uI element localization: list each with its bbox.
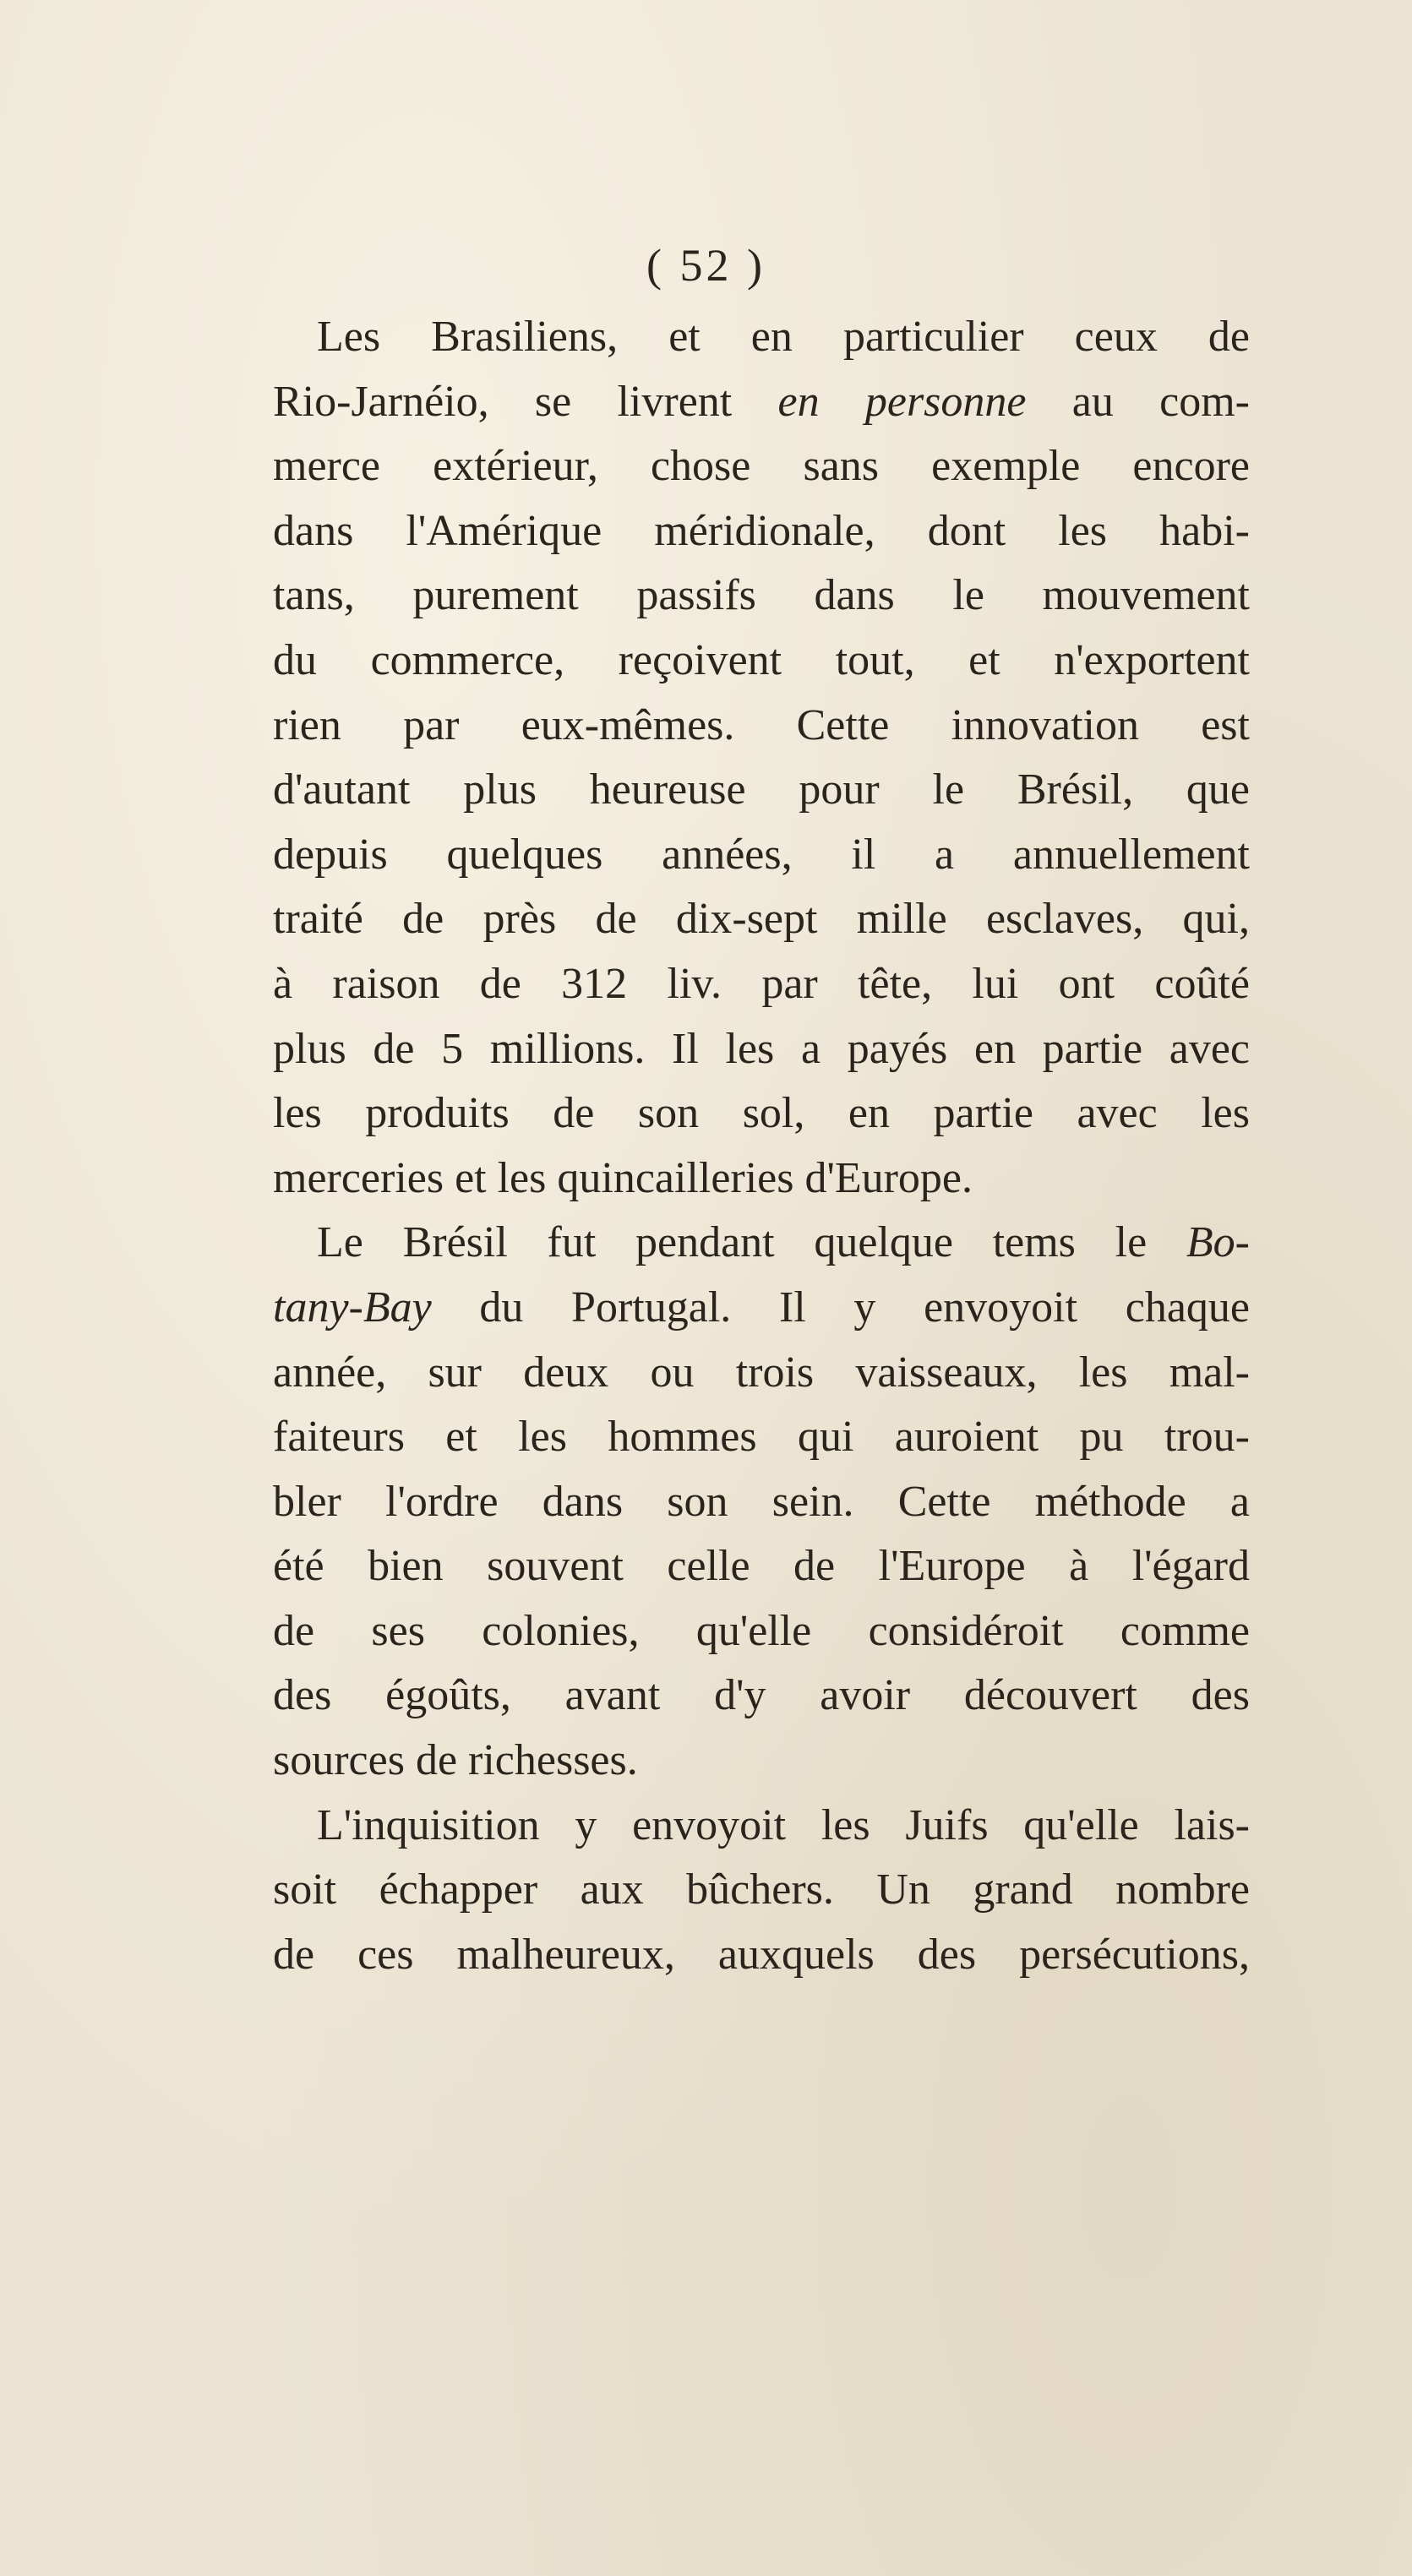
text-run: plus de 5 millions. Il les a payés en partie avec: [273, 1024, 1250, 1073]
text-line: [273, 1146, 1250, 1212]
paragraph-2: [273, 1211, 1250, 1793]
text-line: [273, 1729, 1250, 1794]
text-run: soit échapper aux bûchers. Un grand nombre: [273, 1865, 1250, 1914]
text-run: des égoûts, avant d'y avoir découvert des: [273, 1671, 1250, 1720]
body-text: [273, 305, 1250, 1987]
text-line: [273, 1341, 1250, 1406]
paragraph-3: [273, 1794, 1250, 1988]
text-line: [273, 758, 1250, 823]
text-line: [273, 1794, 1250, 1859]
text-line: [273, 1534, 1250, 1599]
text-line: [273, 1276, 1250, 1341]
text-run: été bien souvent celle de l'Europe à l'égard: [273, 1542, 1250, 1591]
text-run: d'autant plus heureuse pour le Brésil, que: [273, 765, 1250, 814]
text-run: merceries et les quincailleries d'Europe.: [273, 1153, 973, 1202]
text-line: [273, 629, 1250, 694]
text-line: [273, 694, 1250, 759]
text-line: [273, 1405, 1250, 1470]
text-line: [273, 952, 1250, 1017]
text-run: de ces malheureux, auxquels des persécutions,: [273, 1930, 1250, 1979]
text-line: [273, 434, 1250, 499]
text-run: traité de près de dix-sept mille esclaves, qui,: [273, 895, 1250, 944]
text-line: [273, 887, 1250, 952]
text-line: [273, 370, 1250, 435]
text-run: de ses colonies, qu'elle considéroit comme: [273, 1606, 1250, 1655]
italic-phrase: en personne: [777, 377, 1027, 426]
text-line: [273, 1211, 1250, 1276]
text-line: [273, 823, 1250, 888]
text-line: [273, 1081, 1250, 1146]
italic-phrase: tany-Bay: [273, 1283, 432, 1332]
page-number: ( 52 ): [646, 240, 766, 291]
text-run: merce extérieur, chose sans exemple encore: [273, 442, 1250, 491]
text-run: Le Brésil fut pendant quelque tems le: [317, 1218, 1186, 1267]
text-line: [273, 1858, 1250, 1923]
text-line: [273, 1017, 1250, 1082]
italic-phrase: Bo-: [1186, 1218, 1250, 1267]
text-run: faiteurs et les hommes qui auroient pu trou-: [273, 1413, 1250, 1462]
text-line: [273, 499, 1250, 564]
text-line: [273, 1664, 1250, 1729]
text-run: depuis quelques années, il a annuellement: [273, 830, 1250, 879]
text-line: [273, 305, 1250, 370]
text-run: les produits de son sol, en partie avec les: [273, 1089, 1250, 1138]
text-run: bler l'ordre dans son sein. Cette méthode a: [273, 1477, 1250, 1526]
text-run: Rio-Jarnéio, se livrent: [273, 377, 778, 426]
text-run: tans, purement passifs dans le mouvement: [273, 571, 1250, 620]
paragraph-1: [273, 305, 1250, 1211]
text-line: [273, 1470, 1250, 1535]
text-run: L'inquisition y envoyoit les Juifs qu'elle lais-: [317, 1800, 1250, 1849]
text-run: du commerce, reçoivent tout, et n'exportent: [273, 635, 1250, 684]
text-run: année, sur deux ou trois vaisseaux, les mal-: [273, 1348, 1250, 1397]
text-line: [273, 564, 1250, 629]
text-run: dans l'Amérique méridionale, dont les habi-: [273, 506, 1250, 555]
text-run: à raison de 312 liv. par tête, lui ont coûté: [273, 959, 1250, 1008]
text-line: [273, 1923, 1250, 1988]
text-run: au com-: [1026, 377, 1250, 426]
text-run: rien par eux-mêmes. Cette innovation est: [273, 700, 1250, 749]
text-line: [273, 1599, 1250, 1664]
text-run: du Portugal. Il y envoyoit chaque: [431, 1283, 1250, 1332]
text-run: sources de richesses.: [273, 1736, 638, 1785]
text-run: Les Brasiliens, et en particulier ceux de: [317, 313, 1250, 361]
